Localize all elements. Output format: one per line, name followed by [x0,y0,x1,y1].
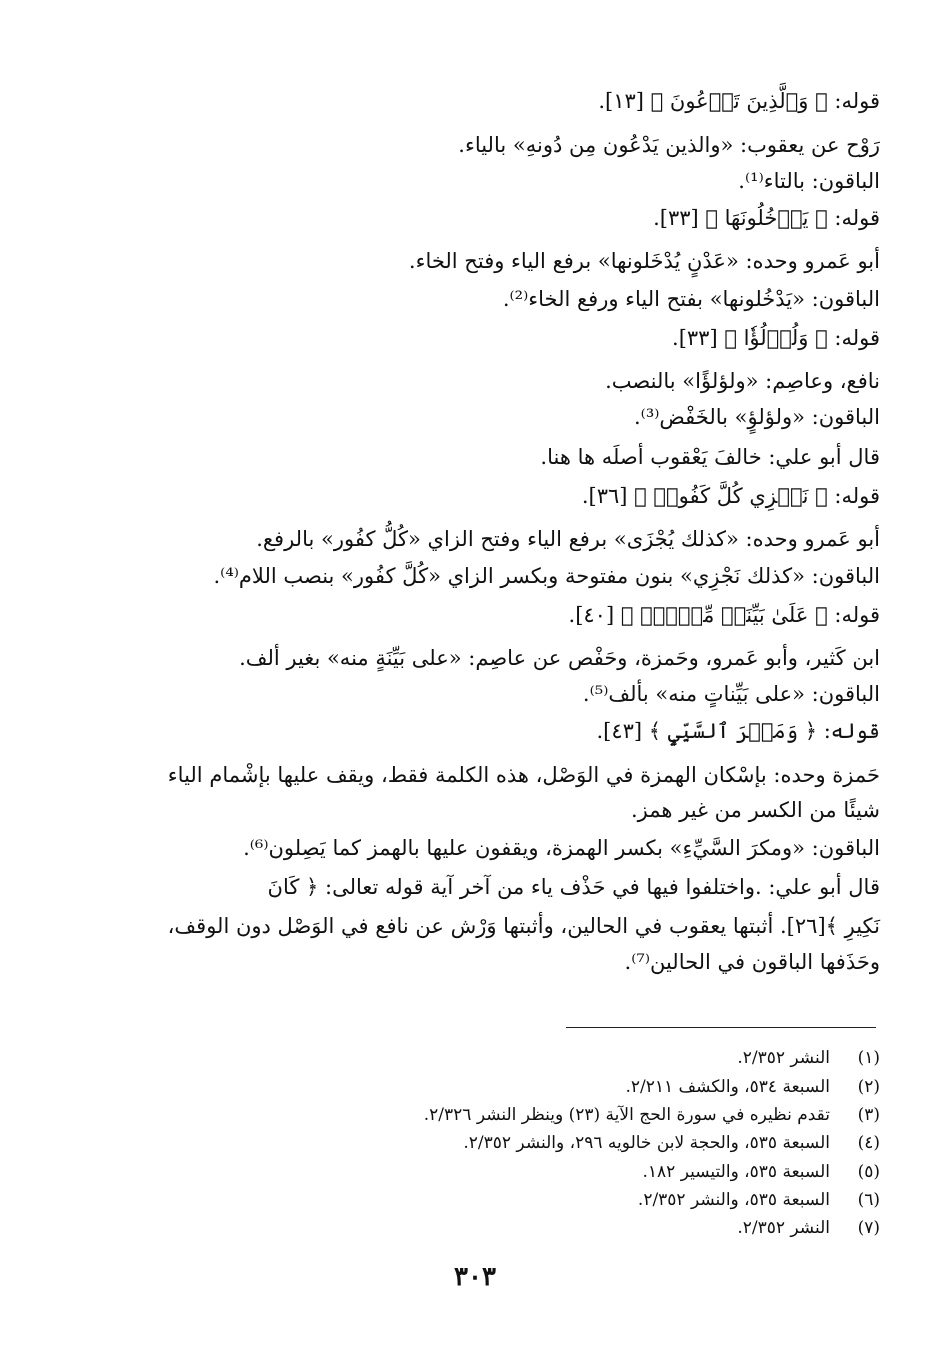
footnote [180,1046,880,1070]
footnote-number: (٧) [857,1218,880,1238]
footnote-text: السبعة ٥٣٥، والتيسير ١٨٢. [642,1162,830,1182]
footnote-number: (٦) [857,1190,880,1210]
text-line: حَمزة وحده: بإسْكان الهمزة في الوَصْل، هذه الكلمة فقط، ويقف عليها بإشْمام الياء [167,763,880,787]
footnote [180,1188,880,1212]
footnote-text: تقدم نظيره في سورة الحج الآية (٢٣) وينظر النشر ٢/٣٢٦. [423,1105,830,1125]
footnote [180,1216,880,1240]
text-line: نافع، وعاصِم: «ولؤلؤًا» بالنصب. [605,369,880,393]
footnote-number: (٢) [857,1077,880,1097]
text-line: قوله: ﴿ وَٱلَّذِينَ تَدۡعُونَ ﴾ [١٣]. [598,89,880,113]
text-line: قوله: ﴿ وَمَكۡرَ ٱلسَّيِّيِٕ ﴾ [٤٣]. [596,719,880,743]
footnote-divider [566,1027,876,1028]
text-line: وحَذَفها الباقون في الحالين⁽⁷⁾. [624,950,880,974]
text-line: أبو عَمرو وحده: «عَدْنٍ يُدْخَلونها» برفع الياء وفتح الخاء. [408,249,880,273]
text-line: قوله: ﴿ وَلُؤۡلُؤٗا ﴾ [٣٣]. [672,326,880,350]
footnote-text: السبعة ٥٣٤، والكشف ٢/٢١١. [625,1077,830,1097]
text-line: ابن كَثير، وأبو عَمرو، وحَمزة، وحَفْص عن عاصِم: «على بَيِّنَةٍ منه» بغير ألف. [239,646,880,670]
footnote-text: النشر ٢/٣٥٢. [737,1048,830,1068]
text-line: أبو عَمرو وحده: «كذلك يُجْزَى» برفع الياء وفتح الزاي «كُلُّ كفُور» بالرفع. [256,527,880,551]
text-line: نَكِيرِ ﴾[٢٦]. أثبتها يعقوب في الحالين، وأثبتها وَرْش عن نافع في الوَصْل دون الوقف، [167,914,880,938]
text-line: الباقون: بالتاء⁽¹⁾. [738,169,880,193]
text-line: رَوْح عن يعقوب: «والذين يَدْعُون مِن دُونهِ» بالياء. [458,133,880,157]
footnote-number: (٣) [857,1105,880,1125]
text-line: قال أبو علي: خالفَ يَعْقوب أصلَه ها هنا. [540,445,880,469]
footnote [180,1160,880,1184]
footnote [180,1103,880,1127]
text-line: قوله: ﴿ يَدۡخُلُونَهَا ﴾ [٣٣]. [653,206,880,230]
text-line: الباقون: «كذلك نَجْزِي» بنون مفتوحة وبكسر الزاي «كُلَّ كفُور» بنصب اللام⁽⁴⁾. [213,564,880,588]
text-line: شيئًا من الكسر من غير همز. [630,798,880,822]
text-line: قوله: ﴿ عَلَىٰ بَيِّنَتٖ مِّنۡهُۚ ﴾ [٤٠]. [568,603,880,627]
footnote-number: (٥) [857,1162,880,1182]
text-line: الباقون: «ومكرَ السَّيِّءِ» بكسر الهمزة، ويقفون عليها بالهمز كما يَصِلون⁽⁶⁾. [243,836,880,860]
text-line: قال أبو علي: .واختلفوا فيها في حَذْف ياء من آخر آية قوله تعالى: ﴿ كَانَ [267,875,880,899]
footnote-number: (٤) [857,1133,880,1153]
text-line: الباقون: «على بَيِّناتٍ منه» بألف⁽⁵⁾. [582,682,880,706]
text-line: الباقون: «ولؤلؤٍ» بالخَفْض⁽³⁾. [633,405,880,429]
footnote [180,1131,880,1155]
footnote [180,1075,880,1099]
footnote-text: السبعة ٥٣٥، والنشر ٢/٣٥٢. [637,1190,830,1210]
footnote-text: السبعة ٥٣٥، والحجة لابن خالويه ٢٩٦، والنشر ٢/٣٥٢. [463,1133,830,1153]
text-line: الباقون: «يَدْخُلونها» بفتح الياء ورفع الخاء⁽²⁾. [502,287,880,311]
page-number: ٣٠٣ [454,1262,496,1292]
footnote-number: (١) [857,1048,880,1068]
text-line: قوله: ﴿ نَجۡزِي كُلَّ كَفُورٖ ﴾ [٣٦]. [581,484,880,508]
footnote-text: النشر ٢/٣٥٢. [737,1218,830,1238]
